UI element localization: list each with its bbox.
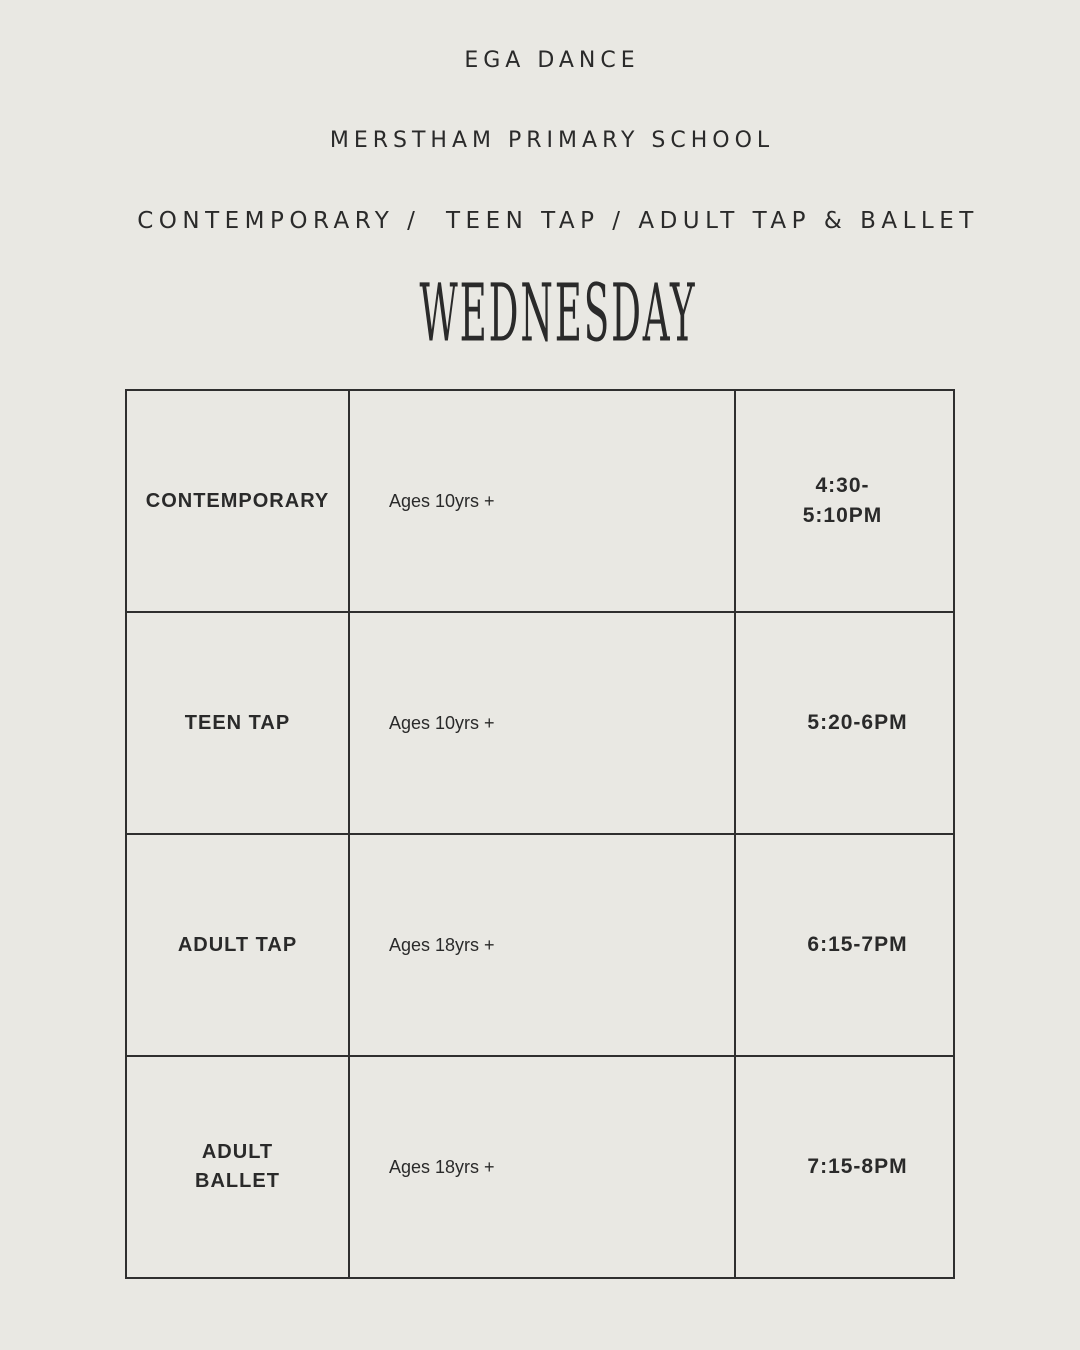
time-cell bbox=[735, 1056, 954, 1278]
class-name: ADULT TAP bbox=[177, 933, 298, 956]
class-name-cell bbox=[126, 834, 349, 1056]
time-cell bbox=[735, 390, 954, 612]
class-name: CONTEMPORARY bbox=[145, 489, 330, 512]
class-time: 7:15-8PM bbox=[807, 1155, 908, 1178]
age-requirement: Ages 18yrs + bbox=[389, 1156, 495, 1177]
studio-name: EGA DANCE bbox=[464, 48, 640, 73]
ages-cell bbox=[349, 1056, 735, 1278]
class-name-cell bbox=[126, 390, 349, 612]
table-row bbox=[126, 1056, 954, 1278]
age-requirement: Ages 10yrs + bbox=[389, 490, 495, 511]
class-name-cell bbox=[126, 1056, 349, 1278]
table-row bbox=[126, 834, 954, 1056]
day-title: WEDNESDAY bbox=[419, 268, 697, 361]
class-list-subtitle: CONTEMPORARY / TEEN TAP / ADULT TAP & BALLET bbox=[137, 208, 979, 234]
class-name: TEEN TAP bbox=[184, 711, 291, 734]
venue-name: MERSTHAM PRIMARY SCHOOL bbox=[329, 128, 775, 153]
class-schedule-table bbox=[125, 389, 955, 1279]
table-row bbox=[126, 390, 954, 612]
ages-cell bbox=[349, 834, 735, 1056]
ages-cell bbox=[349, 390, 735, 612]
class-time: 4:30-5:10PM bbox=[802, 474, 883, 527]
time-cell bbox=[735, 834, 954, 1056]
class-time: 6:15-7PM bbox=[807, 933, 908, 956]
ages-cell bbox=[349, 612, 735, 834]
age-requirement: Ages 18yrs + bbox=[389, 934, 495, 955]
time-cell bbox=[735, 612, 954, 834]
class-time: 5:20-6PM bbox=[807, 711, 908, 734]
age-requirement: Ages 10yrs + bbox=[389, 712, 495, 733]
class-name-cell bbox=[126, 612, 349, 834]
table-row bbox=[126, 612, 954, 834]
class-name: ADULT BALLET bbox=[195, 1141, 280, 1192]
